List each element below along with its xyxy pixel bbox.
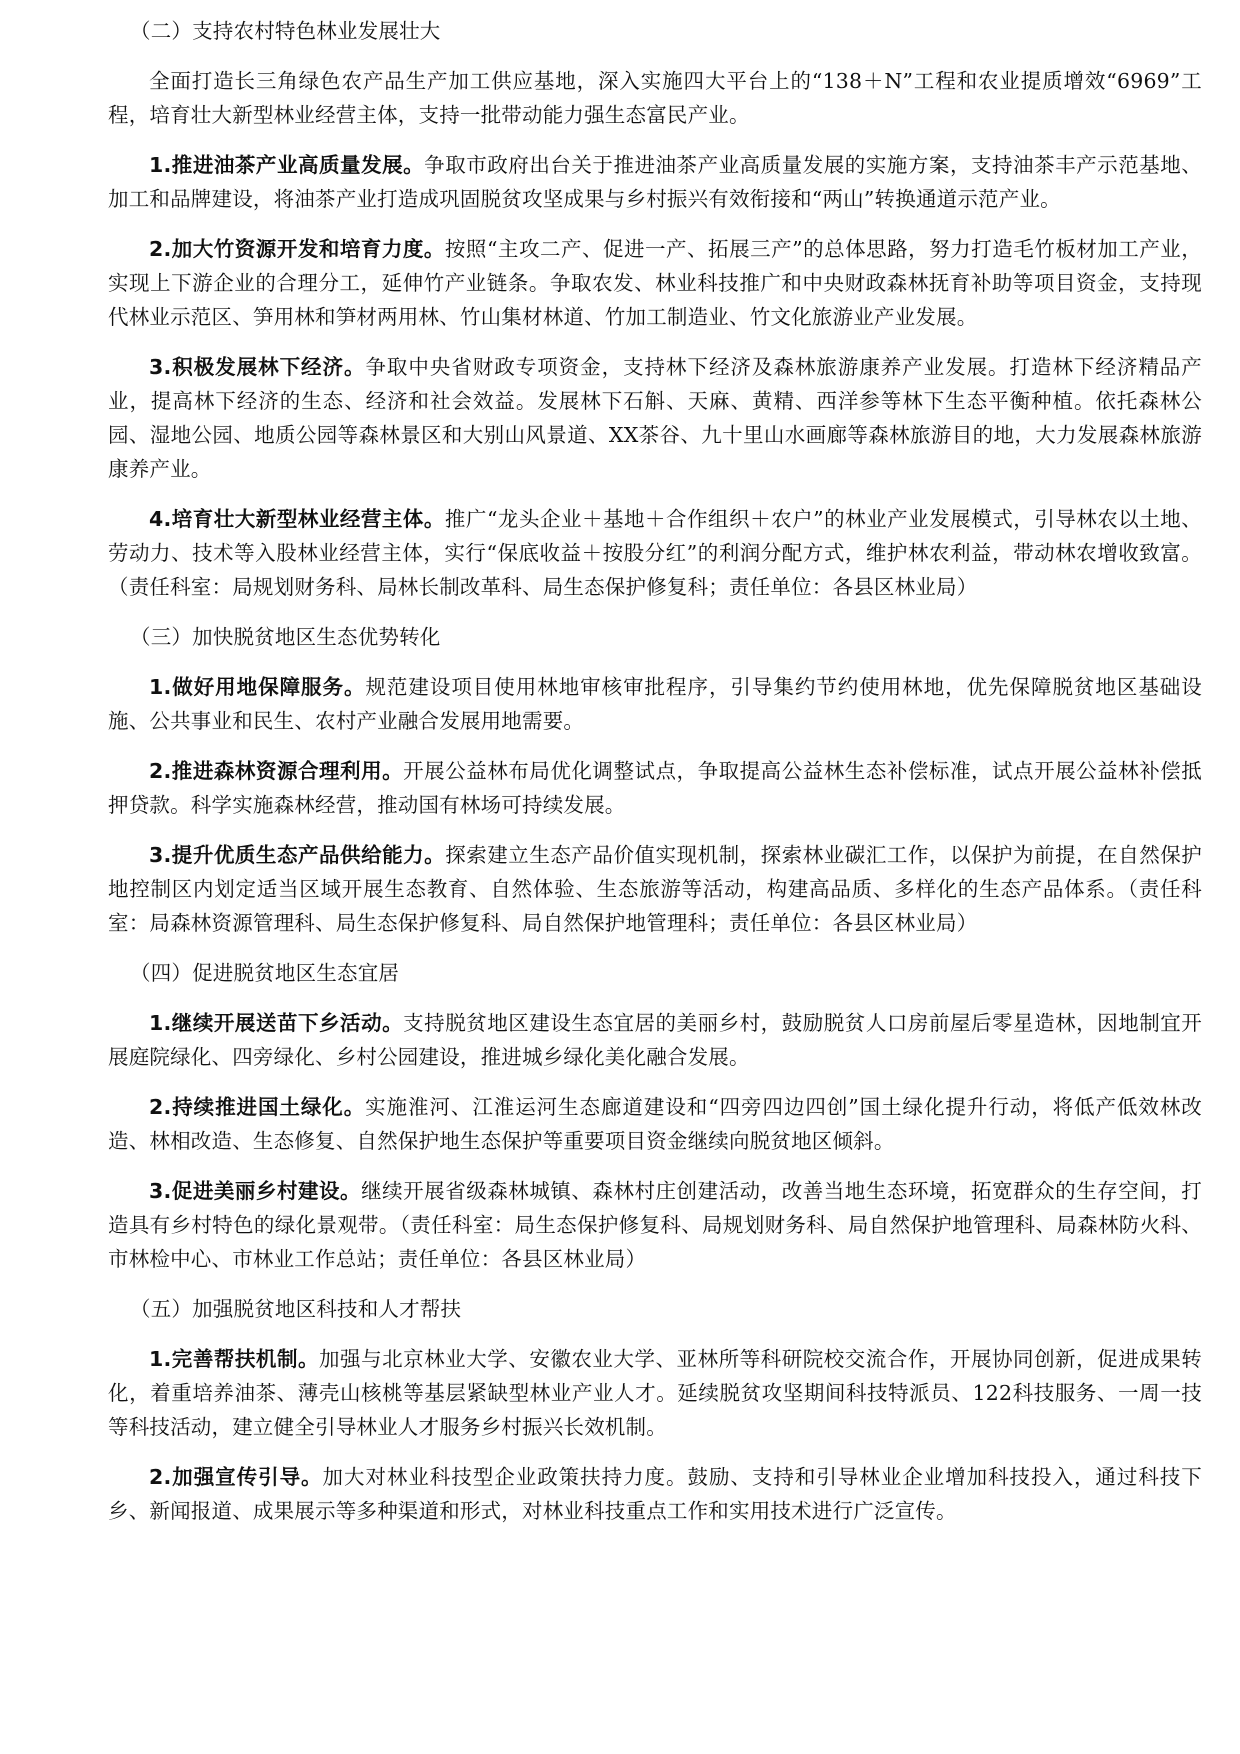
paragraph-text: 支持脱贫地区建设生态宜居的美丽乡村，鼓励脱贫人口房前屋后零星造林，因地制宜开展庭院绿化、四旁绿化、乡村公园建设，推进城乡绿化美化融合发展。 [108,1011,1202,1069]
paragraph-lead: 3.积极发展林下经济。 [149,355,366,379]
paragraph-text: 开展公益林布局优化调整试点，争取提高公益林生态补偿标准，试点开展公益林补偿抵押贷款。科学实施森林经营，推动国有林场可持续发展。 [108,759,1202,817]
paragraph-text: 争取市政府出台关于推进油茶产业高质量发展的实施方案，支持油茶丰产示范基地、加工和品牌建设，将油茶产业打造成巩固脱贫攻坚成果与乡村振兴有效衔接和“两山”转换通道示范产业。 [108,153,1202,211]
paragraph-item [108,350,1202,486]
section-heading-4: （四）促进脱贫地区生态宜居 [130,961,400,985]
paragraph-lead: 2.加强宣传引导。 [149,1465,323,1489]
paragraph-text: 全面打造长三角绿色农产品生产加工供应基地，深入实施四大平台上的“138＋N”工程和农业提质增效“6969”工程，培育壮大新型林业经营主体，支持一批带动能力强生态富民产业。 [108,69,1202,127]
paragraph-lead: 4.培育壮大新型林业经营主体。 [149,507,445,531]
paragraph-lead: 3.提升优质生态产品供给能力。 [149,843,446,867]
paragraph-text: 推广“龙头企业＋基地＋合作组织＋农户”的林业产业发展模式，引导林农以土地、劳动力、技术等入股林业经营主体，实行“保底收益＋按股分红”的利润分配方式，维护林农利益，带动林农增收致富。（责任科室：局规划财务科、局林长制改革科、局生态保护修复科；责任单位：各县区林业局） [108,507,1202,599]
paragraph-intro [108,64,1202,132]
paragraph-item [108,1460,1202,1528]
paragraph-text: 加大对林业科技型企业政策扶持力度。鼓励、支持和引导林业企业增加科技投入，通过科技下乡、新闻报道、成果展示等多种渠道和形式，对林业科技重点工作和实用技术进行广泛宣传。 [108,1465,1202,1523]
paragraph-lead: 3.促进美丽乡村建设。 [149,1179,362,1203]
paragraph-item [108,838,1202,940]
paragraph-item [108,232,1202,334]
paragraph-text: 争取中央省财政专项资金，支持林下经济及森林旅游康养产业发展。打造林下经济精品产业，提高林下经济的生态、经济和社会效益。发展林下石斛、天麻、黄精、西洋参等林下生态平衡种植。依托森林公园、湿地公园、地质公园等森林景区和大别山风景道、XX茶谷、九十里山水画廊等森林旅游目的地，大力发展森林旅游康养产业。 [108,355,1202,481]
paragraph-item [108,670,1202,738]
paragraph-item [108,754,1202,822]
paragraph-item [108,148,1202,216]
paragraph-text: 加强与北京林业大学、安徽农业大学、亚林所等科研院校交流合作，开展协同创新，促进成果转化，着重培养油茶、薄壳山核桃等基层紧缺型林业产业人才。延续脱贫攻坚期间科技特派员、122科技服务、一周一技等科技活动，建立健全引导林业人才服务乡村振兴长效机制。 [108,1347,1202,1439]
section-heading-5: （五）加强脱贫地区科技和人才帮扶 [130,1297,462,1321]
paragraph-text: 实施淮河、江淮运河生态廊道建设和“四旁四边四创”国土绿化提升行动，将低产低效林改造、林相改造、生态修复、自然保护地生态保护等重要项目资金继续向脱贫地区倾斜。 [108,1095,1202,1153]
paragraph-text: 继续开展省级森林城镇、森林村庄创建活动，改善当地生态环境，拓宽群众的生存空间，打造具有乡村特色的绿化景观带。（责任科室：局生态保护修复科、局规划财务科、局自然保护地管理科、局森林防火科、市林检中心、市林业工作总站；责任单位：各县区林业局） [108,1179,1202,1271]
section-heading-3: （三）加快脱贫地区生态优势转化 [130,625,441,649]
paragraph-lead: 1.继续开展送苗下乡活动。 [149,1011,404,1035]
document-body [108,14,1202,1544]
paragraph-item [108,1090,1202,1158]
paragraph-lead: 2.持续推进国土绿化。 [149,1095,366,1119]
paragraph-item [108,1174,1202,1276]
paragraph-lead: 2.加大竹资源开发和培育力度。 [149,237,445,261]
paragraph-lead: 1.完善帮扶机制。 [149,1347,320,1371]
paragraph-text: 探索建立生态产品价值实现机制，探索林业碳汇工作，以保护为前提，在自然保护地控制区内划定适当区域开展生态教育、自然体验、生态旅游等活动，构建高品质、多样化的生态产品体系。（责任科室：局森林资源管理科、局生态保护修复科、局自然保护地管理科；责任单位：各县区林业局） [108,843,1202,935]
paragraph-item [108,502,1202,604]
paragraph-lead: 2.推进森林资源合理利用。 [149,759,404,783]
paragraph-text: 规范建设项目使用林地审核审批程序，引导集约节约使用林地，优先保障脱贫地区基础设施、公共事业和民生、农村产业融合发展用地需要。 [108,675,1202,733]
section-heading-2: （二）支持农村特色林业发展壮大 [130,19,441,43]
paragraph-item [108,1342,1202,1444]
paragraph-item [108,1006,1202,1074]
paragraph-lead: 1.推进油茶产业高质量发展。 [149,153,425,177]
paragraph-text: 按照“主攻二产、促进一产、拓展三产”的总体思路，努力打造毛竹板材加工产业，实现上下游企业的合理分工，延伸竹产业链条。争取农发、林业科技推广和中央财政森林抚育补助等项目资金，支持现代林业示范区、笋用林和笋材两用林、竹山集材林道、竹加工制造业、竹文化旅游业产业发展。 [108,237,1202,329]
paragraph-lead: 1.做好用地保障服务。 [149,675,366,699]
